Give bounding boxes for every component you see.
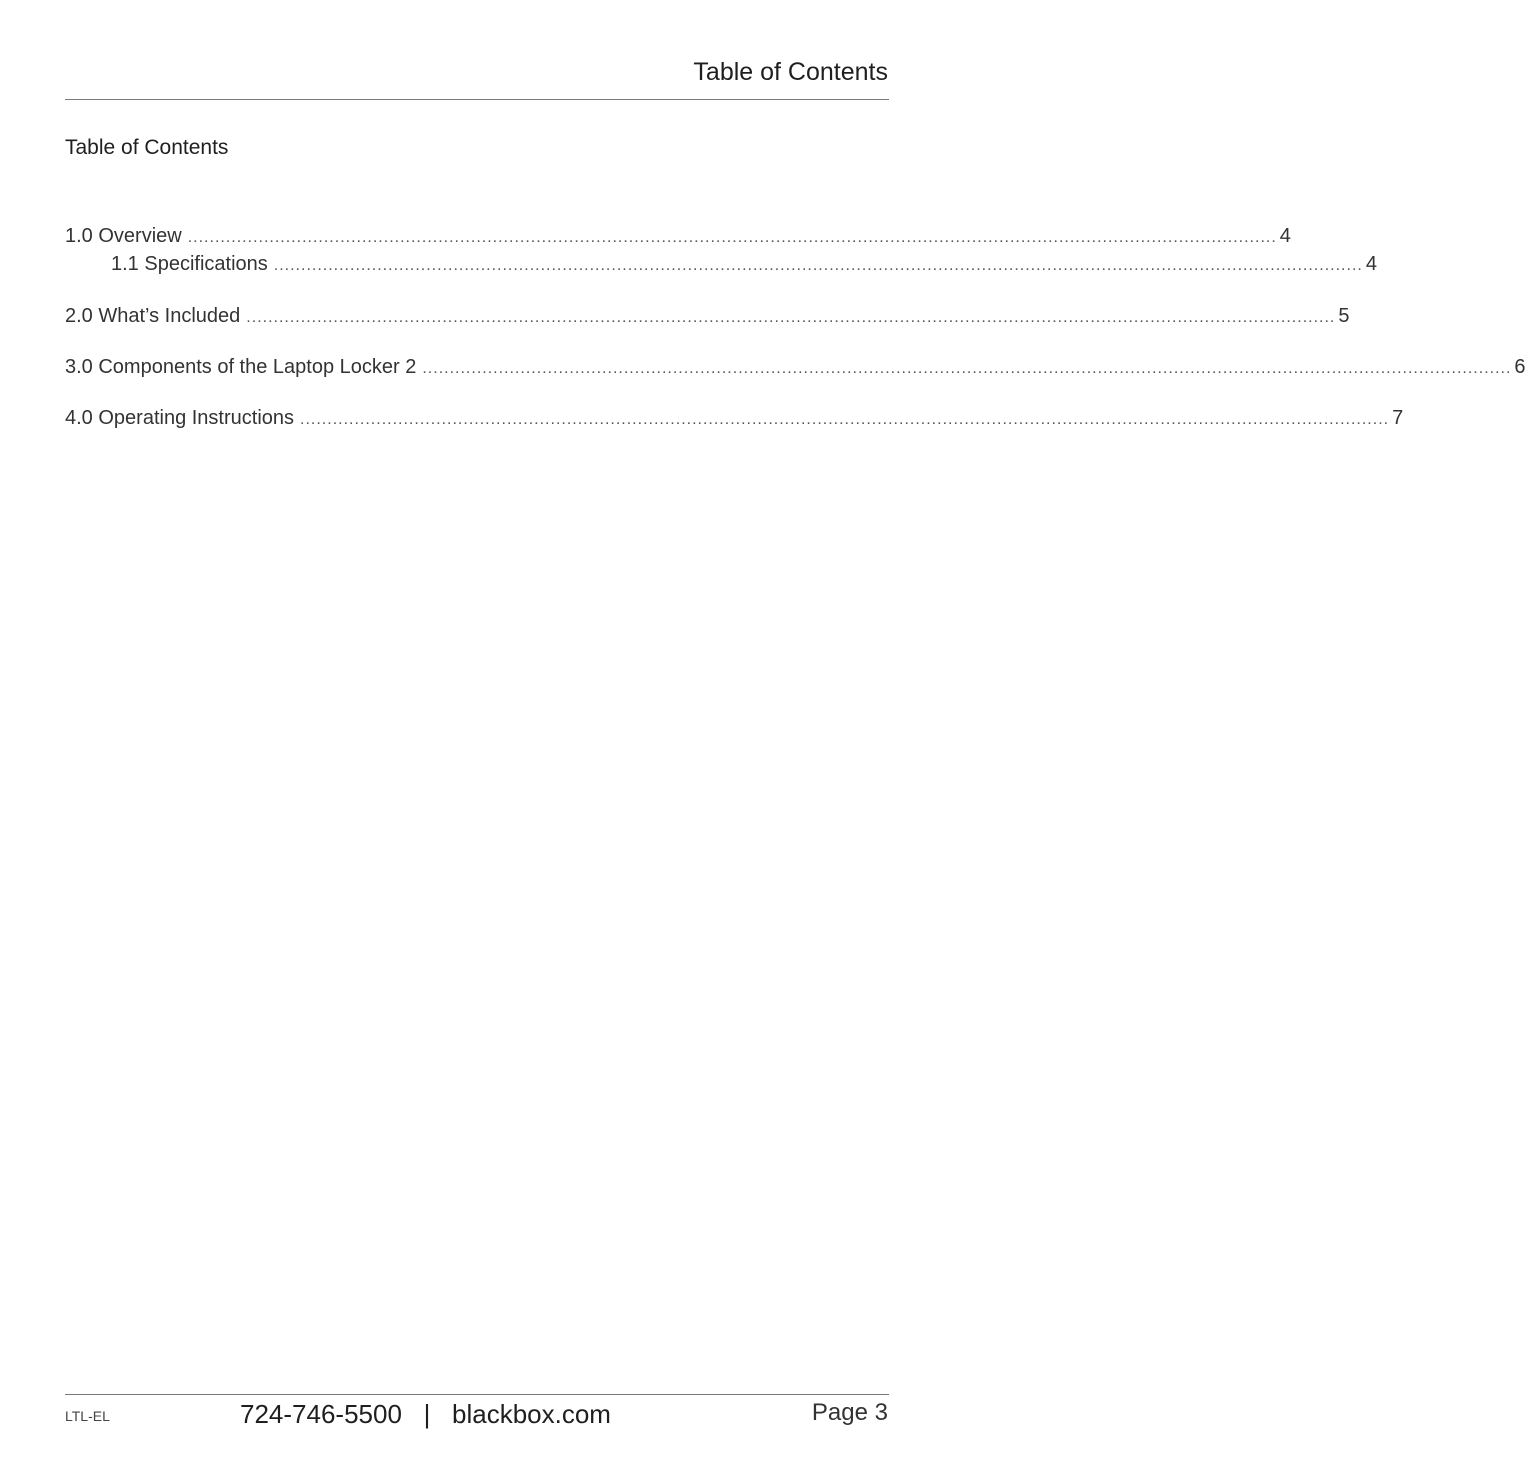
footer-page-number: Page 3 — [811, 1399, 888, 1426]
toc-entry-label: 3.0 Components of the Laptop Locker 2 — [65, 356, 417, 378]
footer-divider — [65, 1394, 889, 1395]
toc-entry-whats-included[interactable] — [65, 302, 1350, 330]
toc-entry-operating-instructions[interactable] — [65, 404, 1404, 432]
toc-entry-page: 7 — [1392, 407, 1404, 429]
section-title: Table of Contents — [65, 136, 229, 159]
toc-dot-leader: ........................................................................................................................................................................................................ — [300, 411, 1390, 428]
header-title: Table of Contents — [693, 58, 888, 86]
toc-dot-leader: ........................................................................................................................................................................................................ — [422, 360, 1512, 377]
toc-entry-label: 4.0 Operating Instructions — [65, 407, 295, 429]
toc-entry-specifications[interactable] — [65, 250, 1377, 278]
toc-entry-overview[interactable] — [65, 222, 1291, 250]
toc-entry-page: 5 — [1338, 305, 1350, 327]
toc-dot-leader: ........................................................................................................................................................................................................ — [246, 309, 1336, 326]
footer-document-code: LTL-EL — [65, 1408, 110, 1424]
toc-entry-label: 1.0 Overview — [65, 225, 182, 247]
toc-entry-components[interactable] — [65, 353, 1526, 381]
toc-entry-page: 4 — [1365, 253, 1377, 275]
toc-dot-leader: ........................................................................................................................................................................................................ — [273, 257, 1363, 274]
toc-dot-leader: ........................................................................................................................................................................................................ — [187, 229, 1277, 246]
toc-entry-page: 6 — [1514, 356, 1526, 378]
toc-entry-page: 4 — [1279, 225, 1291, 247]
toc-entry-label: 2.0 What’s Included — [65, 305, 241, 327]
header-divider — [65, 99, 889, 100]
table-of-contents — [65, 222, 1526, 432]
footer-contact: 724-746-5500 | blackbox.com — [240, 1399, 611, 1429]
toc-entry-label: 1.1 Specifications — [111, 253, 268, 275]
